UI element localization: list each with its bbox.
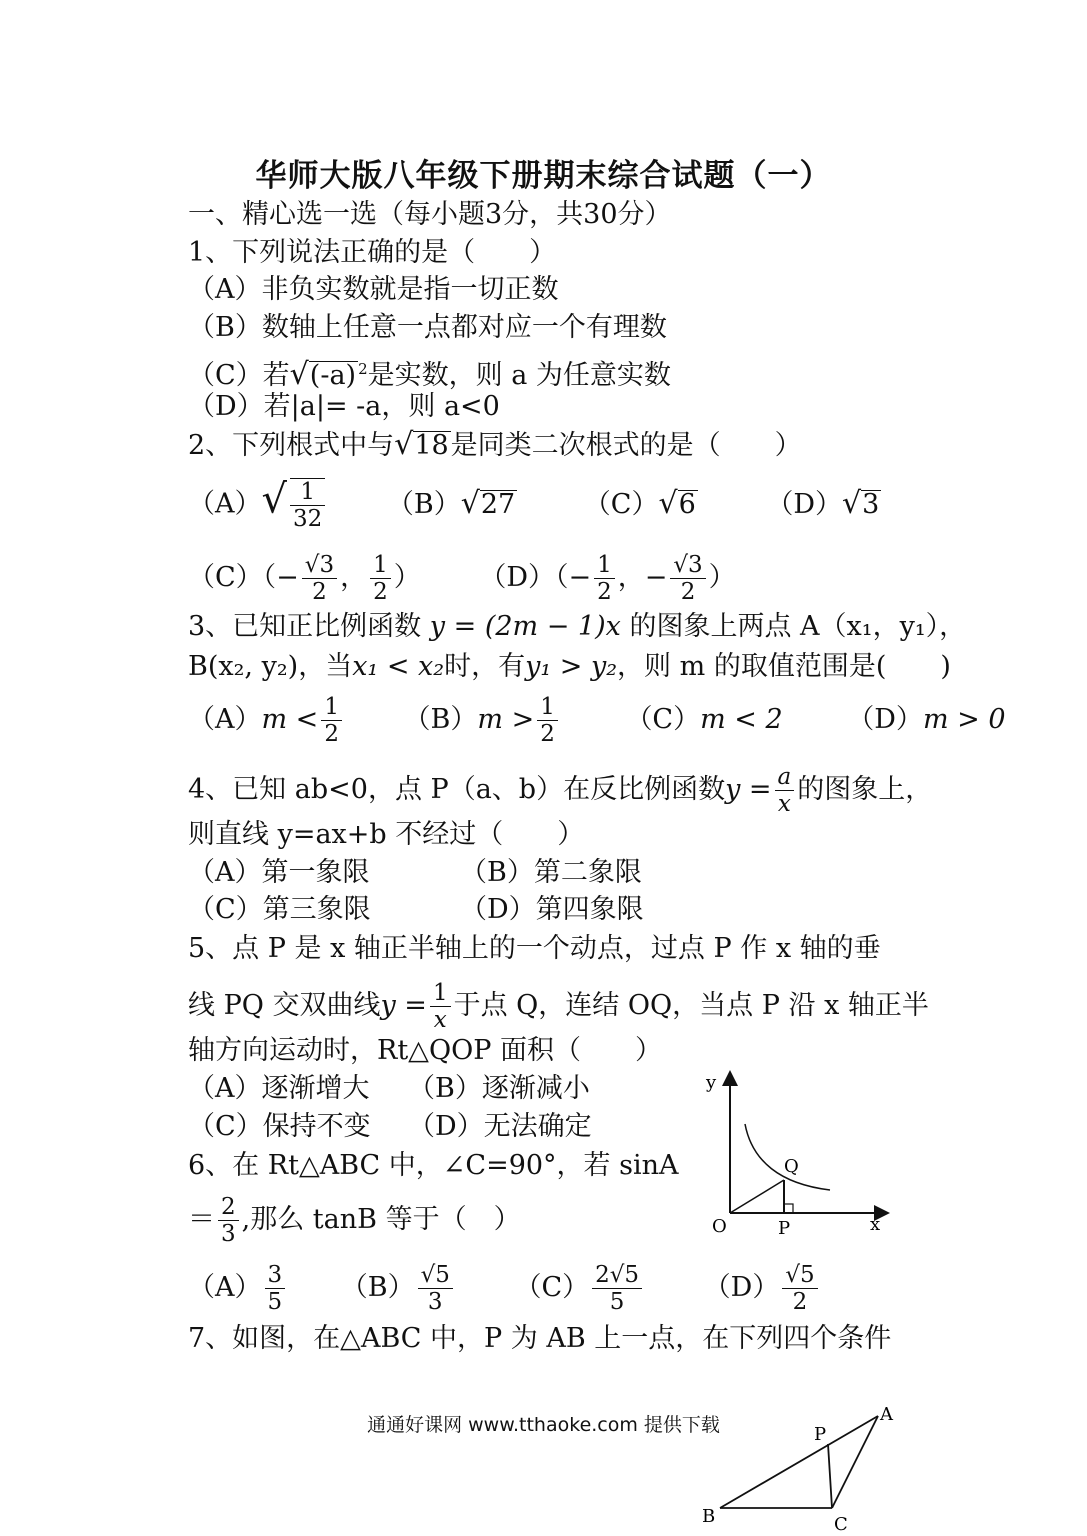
label-p: P bbox=[778, 1218, 791, 1239]
q6-option-b bbox=[341, 1262, 456, 1315]
denominator: x bbox=[433, 1007, 447, 1033]
q2-option-a bbox=[188, 478, 328, 532]
radical-sign: √ bbox=[460, 485, 480, 521]
text: B(x₂, y₂)，当 bbox=[188, 651, 353, 682]
denominator: 5 bbox=[267, 1289, 283, 1315]
q2-option-d bbox=[766, 487, 881, 522]
label: （D）（− bbox=[479, 562, 592, 593]
formula: y = (2m − 1)x bbox=[429, 611, 621, 642]
denominator: 2 bbox=[680, 579, 696, 605]
fraction bbox=[430, 980, 451, 1033]
formula: m > bbox=[477, 704, 535, 735]
label: （B） bbox=[340, 1272, 415, 1303]
formula: y = bbox=[380, 990, 427, 1021]
numerator: a bbox=[775, 764, 795, 791]
q6-option-a bbox=[188, 1262, 288, 1315]
denominator: x bbox=[777, 791, 791, 817]
formula: y = bbox=[725, 774, 772, 805]
q4-line2: 则直线 y=ax+b 不经过（ ） bbox=[188, 819, 585, 850]
q3-option-a bbox=[188, 694, 345, 747]
q3-option-c bbox=[625, 703, 782, 737]
numerator: √3 bbox=[670, 552, 705, 579]
text: ,那么 tanB 等于（ ） bbox=[241, 1204, 521, 1235]
numerator: 2√5 bbox=[592, 1262, 642, 1289]
denominator: 2 bbox=[597, 579, 612, 605]
q2-option-c bbox=[584, 487, 698, 522]
q3-option-d bbox=[847, 703, 1005, 737]
radical-sign: √ bbox=[261, 476, 287, 523]
denominator: 2 bbox=[312, 579, 327, 605]
q4-options-row1 bbox=[188, 856, 642, 890]
q5-option-c: （C）保持不变 bbox=[188, 1111, 371, 1142]
q6-line2 bbox=[188, 1194, 521, 1247]
label: （A） bbox=[188, 704, 262, 735]
q2-d-radicand: 3 bbox=[862, 488, 880, 520]
numerator: √3 bbox=[302, 552, 337, 579]
paren-close: ） bbox=[708, 562, 736, 593]
label-q: Q bbox=[784, 1156, 799, 1177]
q5-line2 bbox=[188, 980, 929, 1033]
label: （A） bbox=[188, 1272, 262, 1303]
denominator: 2 bbox=[373, 579, 388, 605]
numerator: 1 bbox=[430, 980, 451, 1007]
numerator: 3 bbox=[265, 1262, 286, 1289]
q4-options-row2 bbox=[188, 893, 644, 927]
numerator: 1 bbox=[537, 694, 558, 721]
q2-b-radicand: 27 bbox=[480, 488, 516, 520]
q6-options bbox=[188, 1262, 821, 1315]
label-p: P bbox=[814, 1424, 827, 1445]
label-y: y bbox=[706, 1072, 717, 1093]
text: 的图象上两点 A（x₁，y₁）， bbox=[629, 611, 967, 642]
q1-c-radicand: (-a) bbox=[309, 360, 357, 391]
q5-options-row1 bbox=[188, 1072, 590, 1106]
q3-line2 bbox=[188, 650, 951, 684]
text: 线 PQ 交双曲线 bbox=[188, 990, 381, 1021]
q1-option-b: （B）数轴上任意一点都对应一个有理数 bbox=[188, 312, 667, 343]
q1-option-a: （A）非负实数就是指一切正数 bbox=[188, 274, 559, 305]
radical-sign: √ bbox=[658, 485, 678, 521]
fraction bbox=[218, 1194, 239, 1247]
extra-option-d bbox=[479, 552, 735, 605]
extra-option-c bbox=[188, 552, 421, 605]
section-heading: 一、精心选一选（每小题3分，共30分） bbox=[188, 199, 672, 230]
text: ＝ bbox=[188, 1204, 215, 1235]
q2-extra-options bbox=[188, 552, 736, 605]
q2-stem-prefix: 2、下列根式中与 bbox=[188, 430, 395, 461]
q1-c-prefix: （C）若 bbox=[188, 360, 290, 391]
q6-line1: 6、在 Rt△ABC 中，∠C=90°，若 sinA bbox=[188, 1150, 679, 1181]
q3-line1 bbox=[188, 610, 966, 644]
q5-option-d: （D）无法确定 bbox=[408, 1111, 592, 1142]
denominator: 2 bbox=[540, 721, 555, 747]
page-title: 华师大版八年级下册期末综合试题（一） bbox=[255, 158, 832, 194]
hyperbola-figure bbox=[700, 1066, 900, 1246]
fraction bbox=[370, 552, 391, 605]
q1-stem: 1、下列说法正确的是（ ） bbox=[188, 237, 557, 268]
denominator: 3 bbox=[221, 1221, 236, 1247]
q1-option-c bbox=[188, 352, 671, 393]
q5-option-b: （B）逐渐减小 bbox=[408, 1073, 590, 1104]
numerator: √5 bbox=[782, 1262, 817, 1289]
denominator: 2 bbox=[792, 1289, 808, 1315]
q1-option-d: （D）若|a|= -a，则 a<0 bbox=[188, 391, 500, 422]
q4-option-d: （D）第四象限 bbox=[460, 894, 644, 925]
text: 3、已知正比例函数 bbox=[188, 611, 422, 642]
fraction bbox=[537, 694, 558, 747]
q5-options-row2 bbox=[188, 1110, 592, 1144]
q2-stem bbox=[188, 428, 802, 463]
denominator: 32 bbox=[293, 506, 323, 532]
segment-oq bbox=[730, 1180, 784, 1213]
radical-sign: √ bbox=[289, 357, 309, 392]
denominator: 5 bbox=[609, 1289, 625, 1315]
q5-line1: 5、点 P 是 x 轴正半轴上的一个动点，过点 P 作 x 轴的垂 bbox=[188, 933, 881, 964]
q5-option-a: （A）逐渐增大 bbox=[188, 1073, 370, 1104]
formula: m < 2 bbox=[700, 704, 783, 735]
q4-line1 bbox=[188, 764, 932, 817]
separator: ，− bbox=[617, 562, 668, 593]
label-b: B bbox=[702, 1506, 716, 1527]
q3-option-b bbox=[404, 694, 561, 747]
label-x: x bbox=[870, 1214, 881, 1235]
paren-close: ） bbox=[393, 562, 421, 593]
numerator: 1 bbox=[290, 479, 325, 506]
label-a: A bbox=[880, 1404, 893, 1425]
formula: y₁ > y₂ bbox=[525, 651, 618, 682]
segment-pc bbox=[828, 1444, 832, 1508]
label: （D） bbox=[847, 704, 923, 735]
numerator: √5 bbox=[418, 1262, 453, 1289]
label: （C）（− bbox=[188, 562, 299, 593]
text: 时，有 bbox=[444, 651, 526, 682]
label: （D） bbox=[703, 1272, 780, 1303]
q1-c-suffix: 是实数，则 a 为任意实数 bbox=[367, 360, 671, 391]
fraction bbox=[265, 1262, 286, 1315]
q2-options bbox=[188, 478, 881, 532]
q2-a-fraction bbox=[290, 478, 325, 532]
formula: m < bbox=[261, 704, 319, 735]
numerator: 1 bbox=[321, 694, 342, 721]
label: （C） bbox=[514, 1272, 590, 1303]
q1-c-exponent: 2 bbox=[358, 360, 368, 378]
fraction bbox=[321, 694, 342, 747]
q2-stem-suffix: 是同类二次根式的是（ ） bbox=[450, 430, 802, 461]
radical-sign: √ bbox=[842, 485, 862, 521]
q5-line3: 轴方向运动时，Rt△QOP 面积（ ） bbox=[188, 1035, 662, 1066]
q2-option-b bbox=[387, 487, 517, 522]
label-c: C bbox=[834, 1514, 848, 1535]
radical-sign: √ bbox=[394, 427, 414, 462]
formula: m > 0 bbox=[922, 704, 1006, 735]
denominator: 3 bbox=[427, 1289, 443, 1315]
text: 于点 Q，连结 OQ，当点 P 沿 x 轴正半 bbox=[453, 990, 929, 1021]
right-angle-mark bbox=[784, 1204, 793, 1213]
text: 4、已知 ab<0，点 P（a、b）在反比例函数 bbox=[188, 774, 726, 805]
label: （C） bbox=[625, 704, 701, 735]
text: ，则 m 的取值范围是( ) bbox=[617, 651, 951, 682]
numerator: 2 bbox=[218, 1194, 239, 1221]
q2-d-label: （D） bbox=[766, 488, 843, 520]
fraction bbox=[302, 552, 337, 605]
separator: ， bbox=[340, 562, 368, 593]
q2-c-radicand: 6 bbox=[678, 488, 696, 520]
q2-a-label: （A） bbox=[188, 488, 262, 520]
numerator: 1 bbox=[594, 552, 615, 579]
fraction bbox=[594, 552, 615, 605]
q2-b-label: （B） bbox=[386, 488, 461, 520]
q7-line1: 7、如图，在△ABC 中，P 为 AB 上一点，在下列四个条件 bbox=[188, 1323, 892, 1354]
q4-option-c: （C）第三象限 bbox=[188, 894, 371, 925]
denominator: 2 bbox=[324, 721, 339, 747]
label-o: O bbox=[712, 1216, 727, 1237]
footer-note: 通通好课网 www.tthaoke.com 提供下载 bbox=[367, 1414, 720, 1436]
label: （B） bbox=[403, 704, 478, 735]
q2-c-label: （C） bbox=[583, 488, 659, 520]
text: 的图象上， bbox=[797, 774, 933, 805]
numerator: 1 bbox=[370, 552, 391, 579]
fraction bbox=[775, 764, 795, 817]
q3-options bbox=[188, 694, 1006, 747]
q6-option-c bbox=[514, 1262, 645, 1315]
q4-option-a: （A）第一象限 bbox=[188, 857, 370, 888]
fraction bbox=[782, 1262, 817, 1315]
q4-option-b: （B）第二象限 bbox=[460, 857, 642, 888]
fraction bbox=[592, 1262, 642, 1315]
formula: x₁ < x₂ bbox=[352, 651, 445, 682]
fraction bbox=[418, 1262, 453, 1315]
q2-stem-radicand: 18 bbox=[414, 430, 449, 461]
fraction bbox=[670, 552, 705, 605]
q6-option-d bbox=[704, 1262, 821, 1315]
